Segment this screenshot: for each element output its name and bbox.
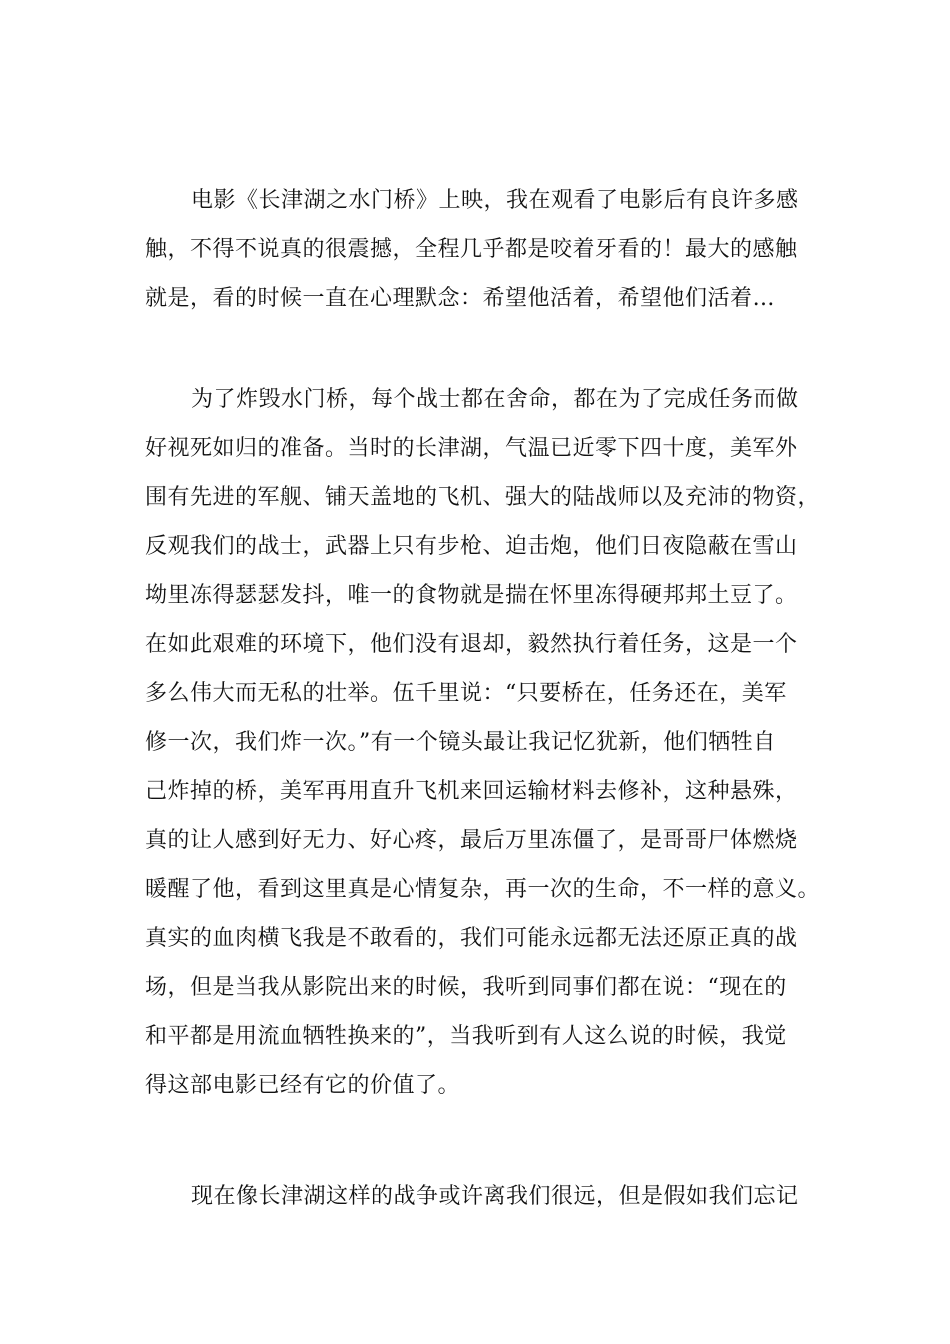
text-line: 在如此艰难的环境下，他们没有退却，毅然执行着任务，这是一个 [145, 632, 798, 657]
text-line: 暖醒了他，看到这里真是心情复杂，再一次的生命，不一样的意义。 [145, 877, 821, 902]
text-line: 现在像长津湖这样的战争或许离我们很远，但是假如我们忘记 [191, 1184, 799, 1209]
text-line: 触，不得不说真的很震撼，全程几乎都是咬着牙看的！最大的感触 [145, 237, 798, 262]
text-line: 修一次，我们炸一次。”有一个镜头最让我记忆犹新，他们牺牲自 [145, 730, 776, 755]
text-line: 坳里冻得瑟瑟发抖，唯一的食物就是揣在怀里冻得硬邦邦土豆了。 [145, 583, 798, 608]
text-line: 多么伟大而无私的壮举。伍千里说：“只要桥在，任务还在，美军 [145, 681, 787, 706]
text-line: 场，但是当我从影院出来的时候，我听到同事们都在说：“现在的 [145, 975, 787, 1000]
text-line: 就是，看的时候一直在心理默念：希望他活着，希望他们活着… [145, 286, 776, 311]
text-line: 好视死如归的准备。当时的长津湖，气温已近零下四十度，美军外 [145, 436, 798, 461]
paragraph-2 [145, 375, 825, 1110]
paragraph-3 [145, 1172, 825, 1221]
text-line: 围有先进的军舰、铺天盖地的飞机、强大的陆战师以及充沛的物资， [145, 485, 821, 510]
text-line: 得这部电影已经有它的价值了。 [145, 1073, 461, 1098]
text-line: 真实的血肉横飞我是不敢看的，我们可能永远都无法还原正真的战 [145, 926, 798, 951]
text-line: 电影《长津湖之水门桥》上映，我在观看了电影后有良许多感 [191, 188, 799, 213]
text-line: 为了炸毁水门桥，每个战士都在舍命，都在为了完成任务而做 [191, 387, 799, 412]
text-line: 和平都是用流血牺牲换来的”，当我听到有人这么说的时候，我觉 [145, 1024, 787, 1049]
text-line: 真的让人感到好无力、好心疼，最后万里冻僵了，是哥哥尸体燃烧 [145, 828, 798, 853]
text-line: 反观我们的战士，武器上只有步枪、迫击炮，他们日夜隐蔽在雪山 [145, 534, 798, 559]
text-line: 己炸掉的桥，美军再用直升飞机来回运输材料去修补，这种悬殊， [145, 779, 798, 804]
paragraph-1 [145, 176, 825, 323]
